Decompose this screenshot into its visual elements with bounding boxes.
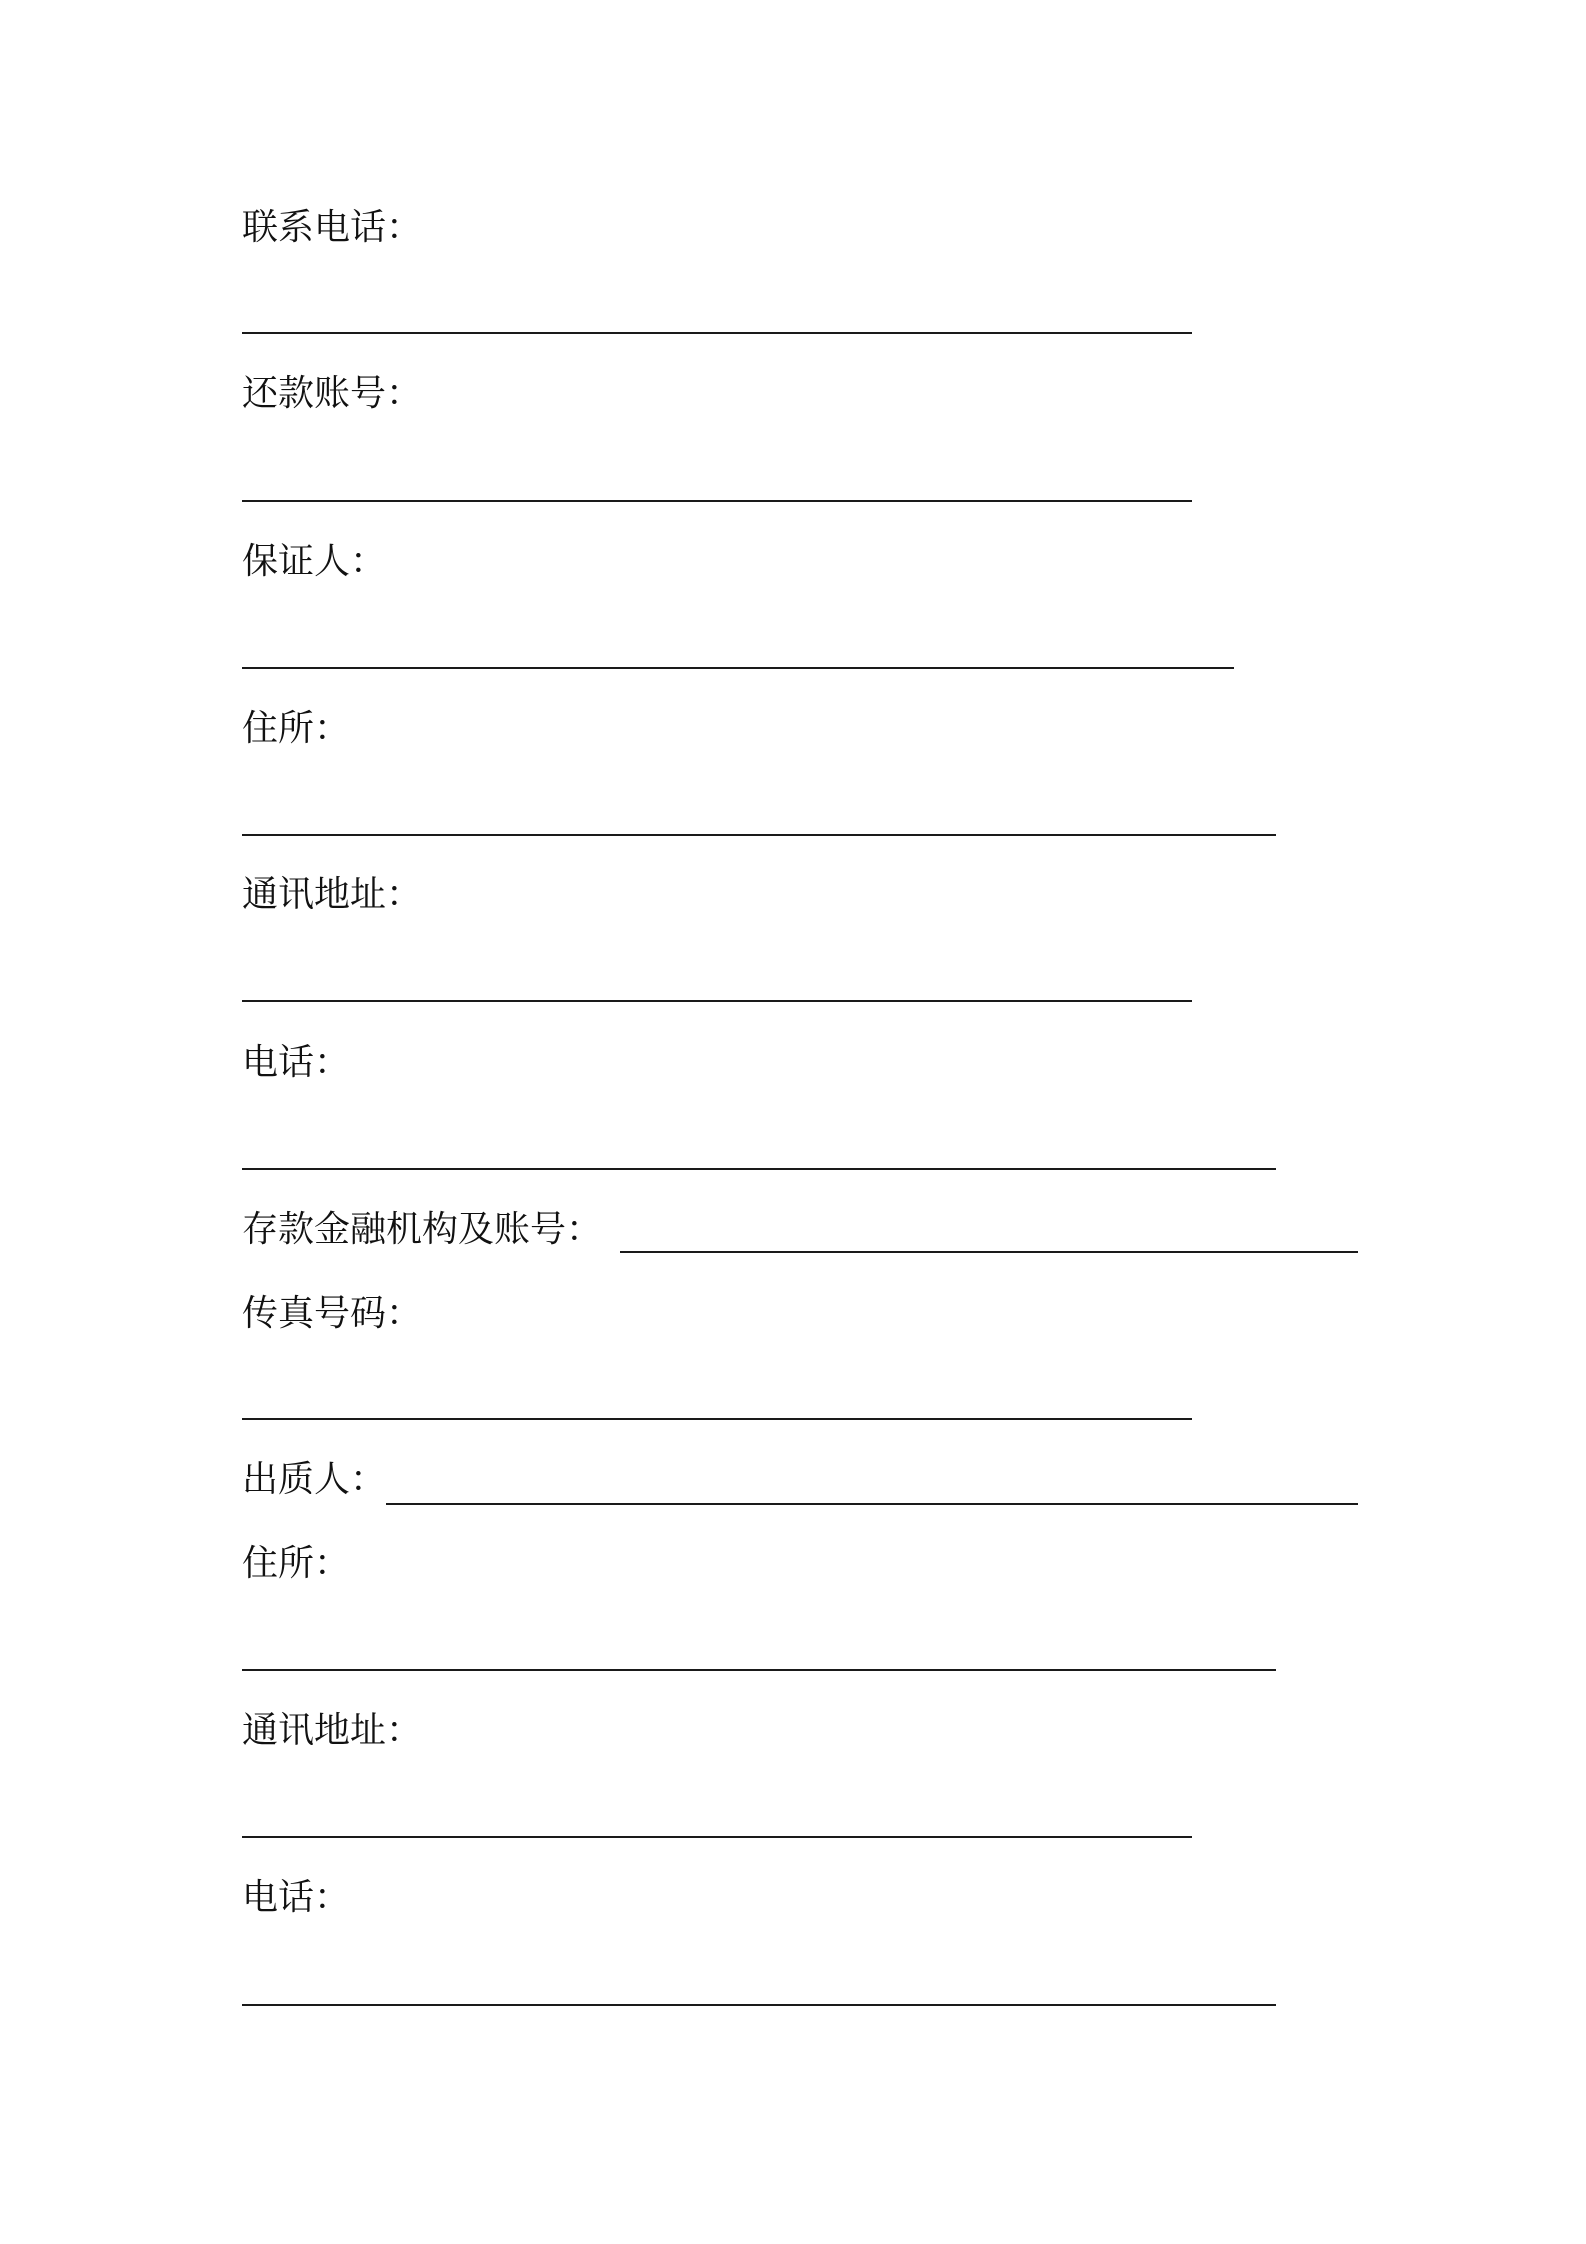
- field-label-pledgor-phone: 电话：: [242, 1877, 351, 1918]
- field-label-deposit-institution-account: 存款金融机构及账号：: [242, 1209, 603, 1250]
- blank-line-pledgor[interactable]: [386, 1503, 1358, 1505]
- blank-line-pledgor-residence[interactable]: [242, 1669, 1276, 1671]
- blank-line-fax-number[interactable]: [242, 1418, 1192, 1420]
- field-label-contact-phone: 联系电话：: [242, 207, 423, 248]
- blank-line-residence[interactable]: [242, 834, 1276, 836]
- field-label-phone: 电话：: [242, 1042, 351, 1083]
- blank-line-guarantor[interactable]: [242, 667, 1234, 669]
- field-label-repayment-account: 还款账号：: [242, 373, 423, 414]
- field-label-pledgor-residence: 住所：: [242, 1543, 351, 1584]
- field-label-pledgor: 出质人：: [242, 1459, 387, 1500]
- blank-line-contact-phone[interactable]: [242, 332, 1192, 334]
- field-label-pledgor-mailing-address: 通讯地址：: [242, 1710, 423, 1751]
- blank-line-pledgor-phone[interactable]: [242, 2004, 1276, 2006]
- blank-line-pledgor-mailing-address[interactable]: [242, 1836, 1192, 1838]
- field-label-fax-number: 传真号码：: [242, 1293, 423, 1334]
- blank-line-phone[interactable]: [242, 1168, 1276, 1170]
- blank-line-deposit-institution-account[interactable]: [620, 1251, 1358, 1253]
- field-label-mailing-address: 通讯地址：: [242, 874, 423, 915]
- field-label-guarantor: 保证人：: [242, 541, 387, 582]
- blank-line-mailing-address[interactable]: [242, 1000, 1192, 1002]
- field-label-residence: 住所：: [242, 708, 351, 749]
- blank-line-repayment-account[interactable]: [242, 500, 1192, 502]
